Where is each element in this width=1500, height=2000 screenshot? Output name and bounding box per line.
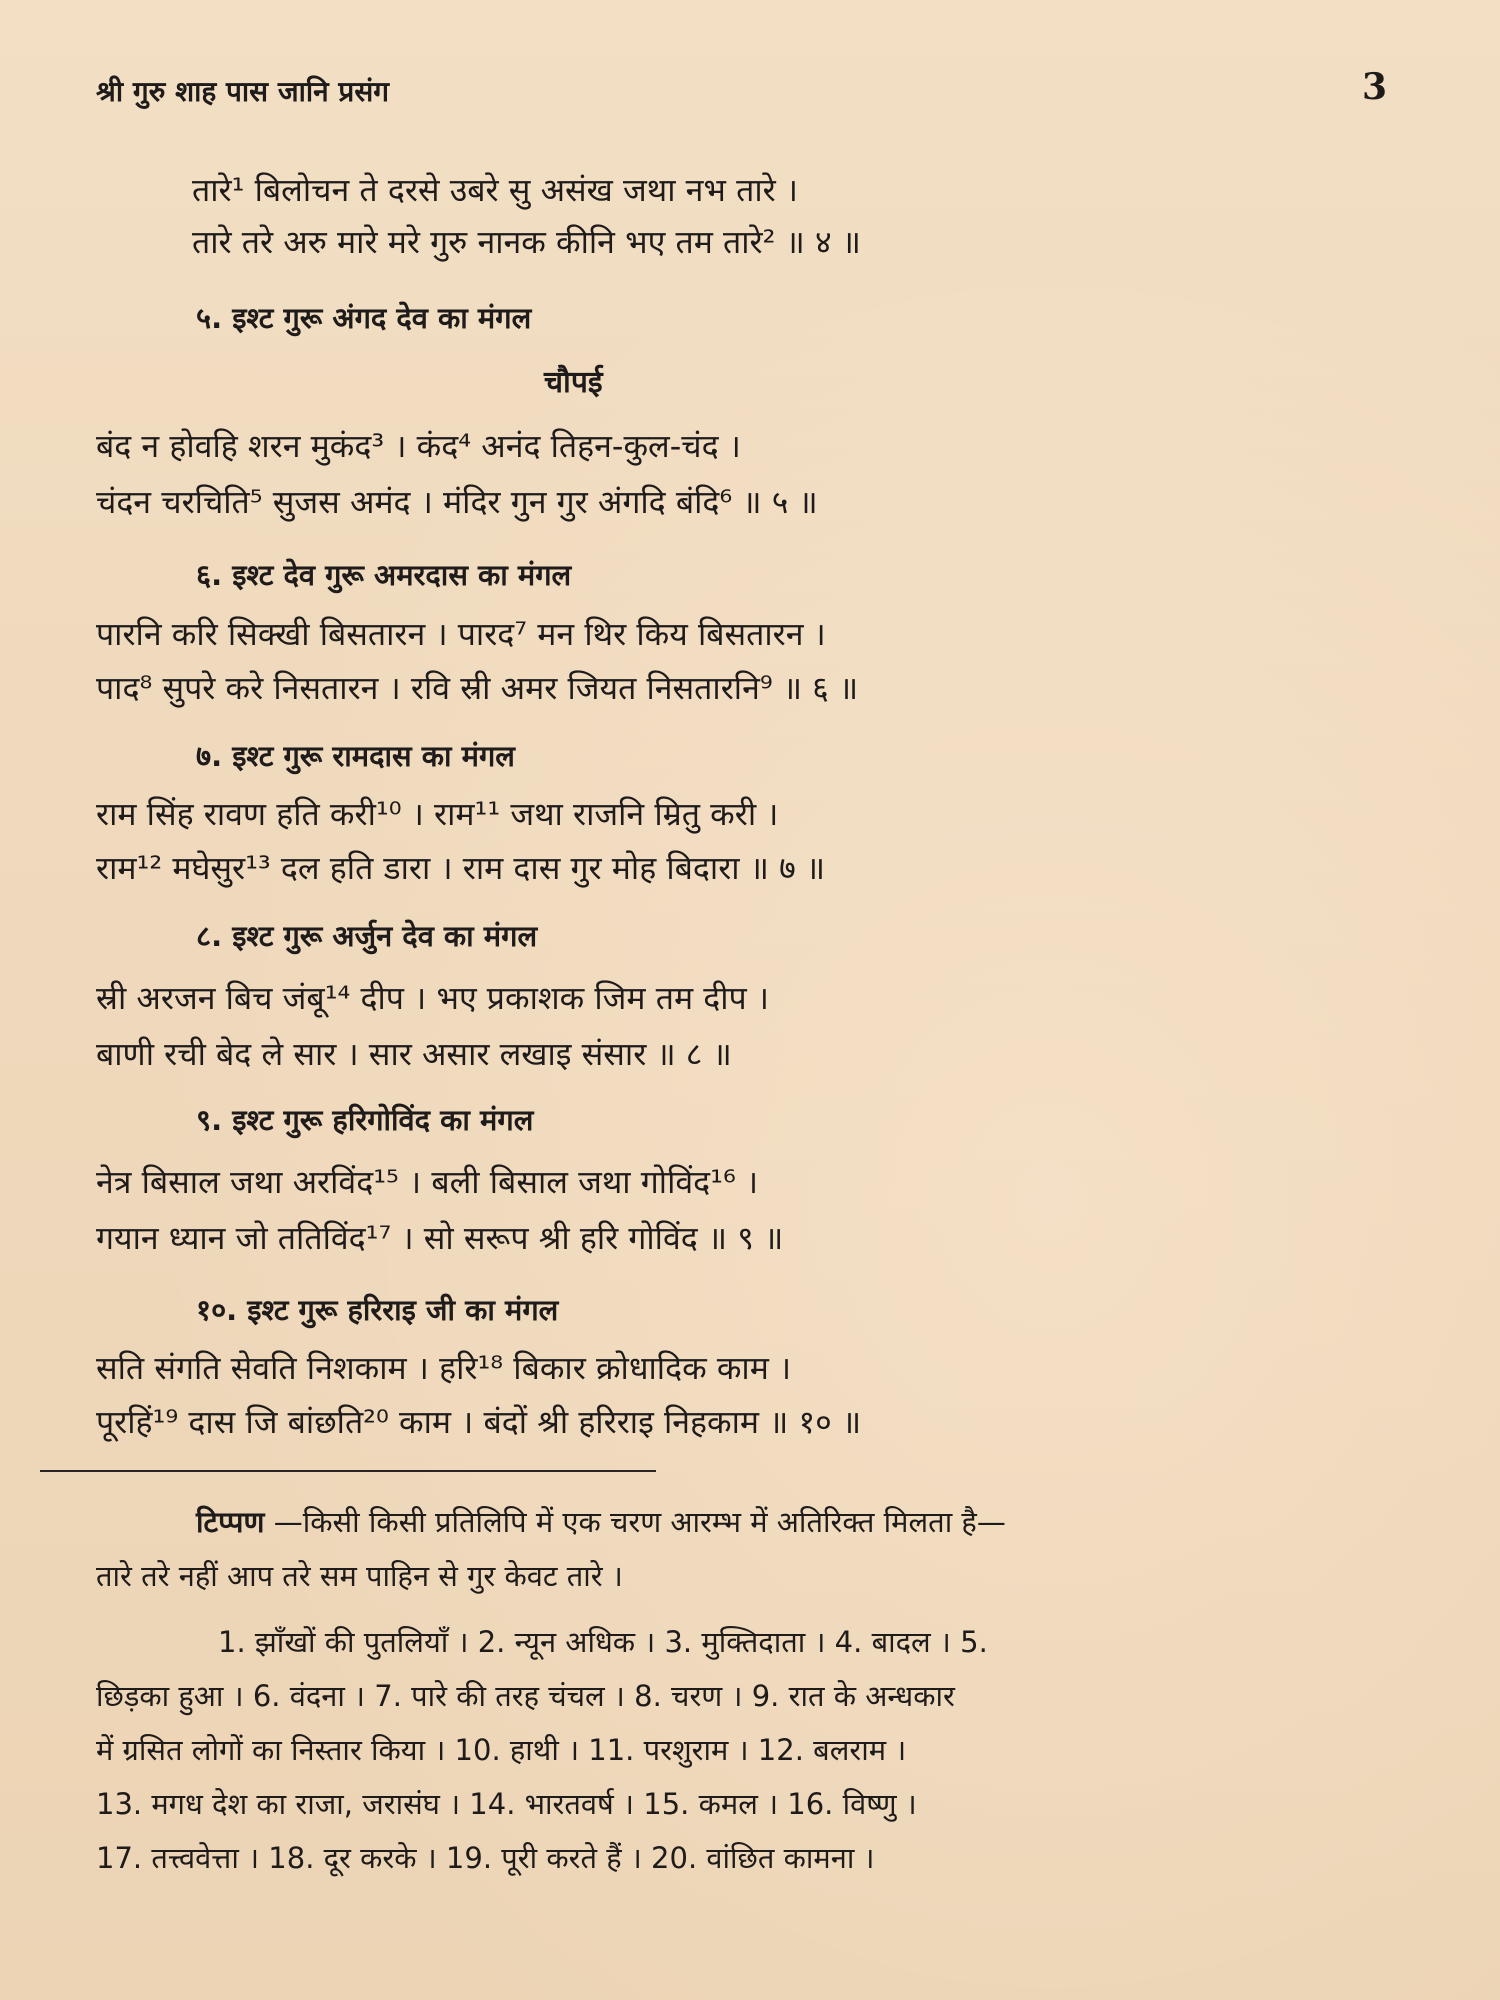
- verse-line: पाद⁸ सुपरे करे निसतारन । रवि स्री अमर जियत निसतारनि⁹ ॥ ६ ॥: [96, 669, 859, 707]
- footnote-line: 1. झाँखों की पुतलियाँ । 2. न्यून अधिक । 3. मुक्तिदाता । 4. बादल । 5.: [218, 1625, 988, 1659]
- section-heading: ५. इश्ट गुरू अंगद देव का मंगल: [196, 301, 532, 335]
- note-text: —किसी किसी प्रतिलिपि में एक चरण आरम्भ में अतिरिक्त मिलता है—: [264, 1505, 1006, 1539]
- footnote-line: 17. तत्त्ववेत्ता । 18. दूर करके । 19. पूरी करते हैं । 20. वांछित कामना ।: [96, 1841, 875, 1875]
- section-heading: ७. इश्ट गुरू रामदास का मंगल: [196, 739, 515, 773]
- verse-line: बंद न होवहि शरन मुकंद³ । कंद⁴ अनंद तिहन-कुल-चंद ।: [96, 427, 741, 465]
- verse-line: चंदन चरचिति⁵ सुजस अमंद । मंदिर गुन गुर अंगदि बंदि⁶ ॥ ५ ॥: [96, 483, 818, 521]
- verse-line: तारे¹ बिलोचन ते दरसे उबरे सु असंख जथा नभ तारे ।: [192, 171, 799, 209]
- verse-line: नेत्र बिसाल जथा अरविंद¹⁵ । बली बिसाल जथा गोविंद¹⁶ ।: [96, 1163, 759, 1201]
- section-heading: ६. इश्ट देव गुरू अमरदास का मंगल: [196, 558, 572, 592]
- page-number: 3: [1362, 66, 1388, 108]
- footnote-line: 13. मगध देश का राजा, जरासंघ । 14. भारतवर्ष । 15. कमल । 16. विष्णु ।: [96, 1787, 917, 1821]
- verse-line: सति संगति सेवति निशकाम । हरि¹⁸ बिकार क्रोधादिक काम ।: [96, 1349, 792, 1387]
- note-line: तारे तरे नहीं आप तरे सम पाहिन से गुर केवट तारे ।: [96, 1559, 623, 1593]
- running-header-title: श्री गुरु शाह पास जानि प्रसंग: [96, 75, 390, 108]
- footnote-line: में ग्रसित लोगों का निस्तार किया । 10. हाथी । 11. परशुराम । 12. बलराम ।: [96, 1733, 907, 1767]
- verse-line: गयान ध्यान जो ततिविंद¹⁷ । सो सरूप श्री हरि गोविंद ॥ ९ ॥: [96, 1219, 784, 1257]
- chaupai-title: चौपई: [544, 365, 603, 400]
- section-heading: ८. इश्ट गुरू अर्जुन देव का मंगल: [196, 919, 538, 953]
- verse-line: राम सिंह रावण हति करी¹⁰ । राम¹¹ जथा राजनि म्रितु करी ।: [96, 795, 779, 833]
- verse-line: राम¹² मघेसुर¹³ दल हति डारा । राम दास गुर मोह बिदारा ॥ ७ ॥: [96, 849, 826, 887]
- section-heading: ९. इश्ट गुरू हरिगोविंद का मंगल: [196, 1103, 534, 1137]
- note-prefix: टिप्पण: [196, 1505, 265, 1539]
- note-line: [196, 1502, 1006, 1541]
- verse-line: बाणी रची बेद ले सार । सार असार लखाइ संसार ॥ ८ ॥: [96, 1035, 732, 1073]
- footnote-line: छिड़का हुआ । 6. वंदना । 7. पारे की तरह चंचल । 8. चरण । 9. रात के अन्धकार: [96, 1679, 955, 1713]
- footnote-divider: [40, 1470, 656, 1472]
- section-heading: १०. इश्ट गुरू हरिराइ जी का मंगल: [196, 1293, 559, 1327]
- verse-line: पूरहिं¹⁹ दास जि बांछति²⁰ काम । बंदों श्री हरिराइ निहकाम ॥ १० ॥: [96, 1403, 862, 1441]
- verse-line: स्री अरजन बिच जंबू¹⁴ दीप । भए प्रकाशक जिम तम दीप ।: [96, 979, 770, 1017]
- verse-line: पारनि करि सिक्खी बिसतारन । पारद⁷ मन थिर किय बिसतारन ।: [96, 615, 826, 653]
- verse-line: तारे तरे अरु मारे मरे गुरु नानक कीनि भए तम तारे² ॥ ४ ॥: [192, 223, 861, 261]
